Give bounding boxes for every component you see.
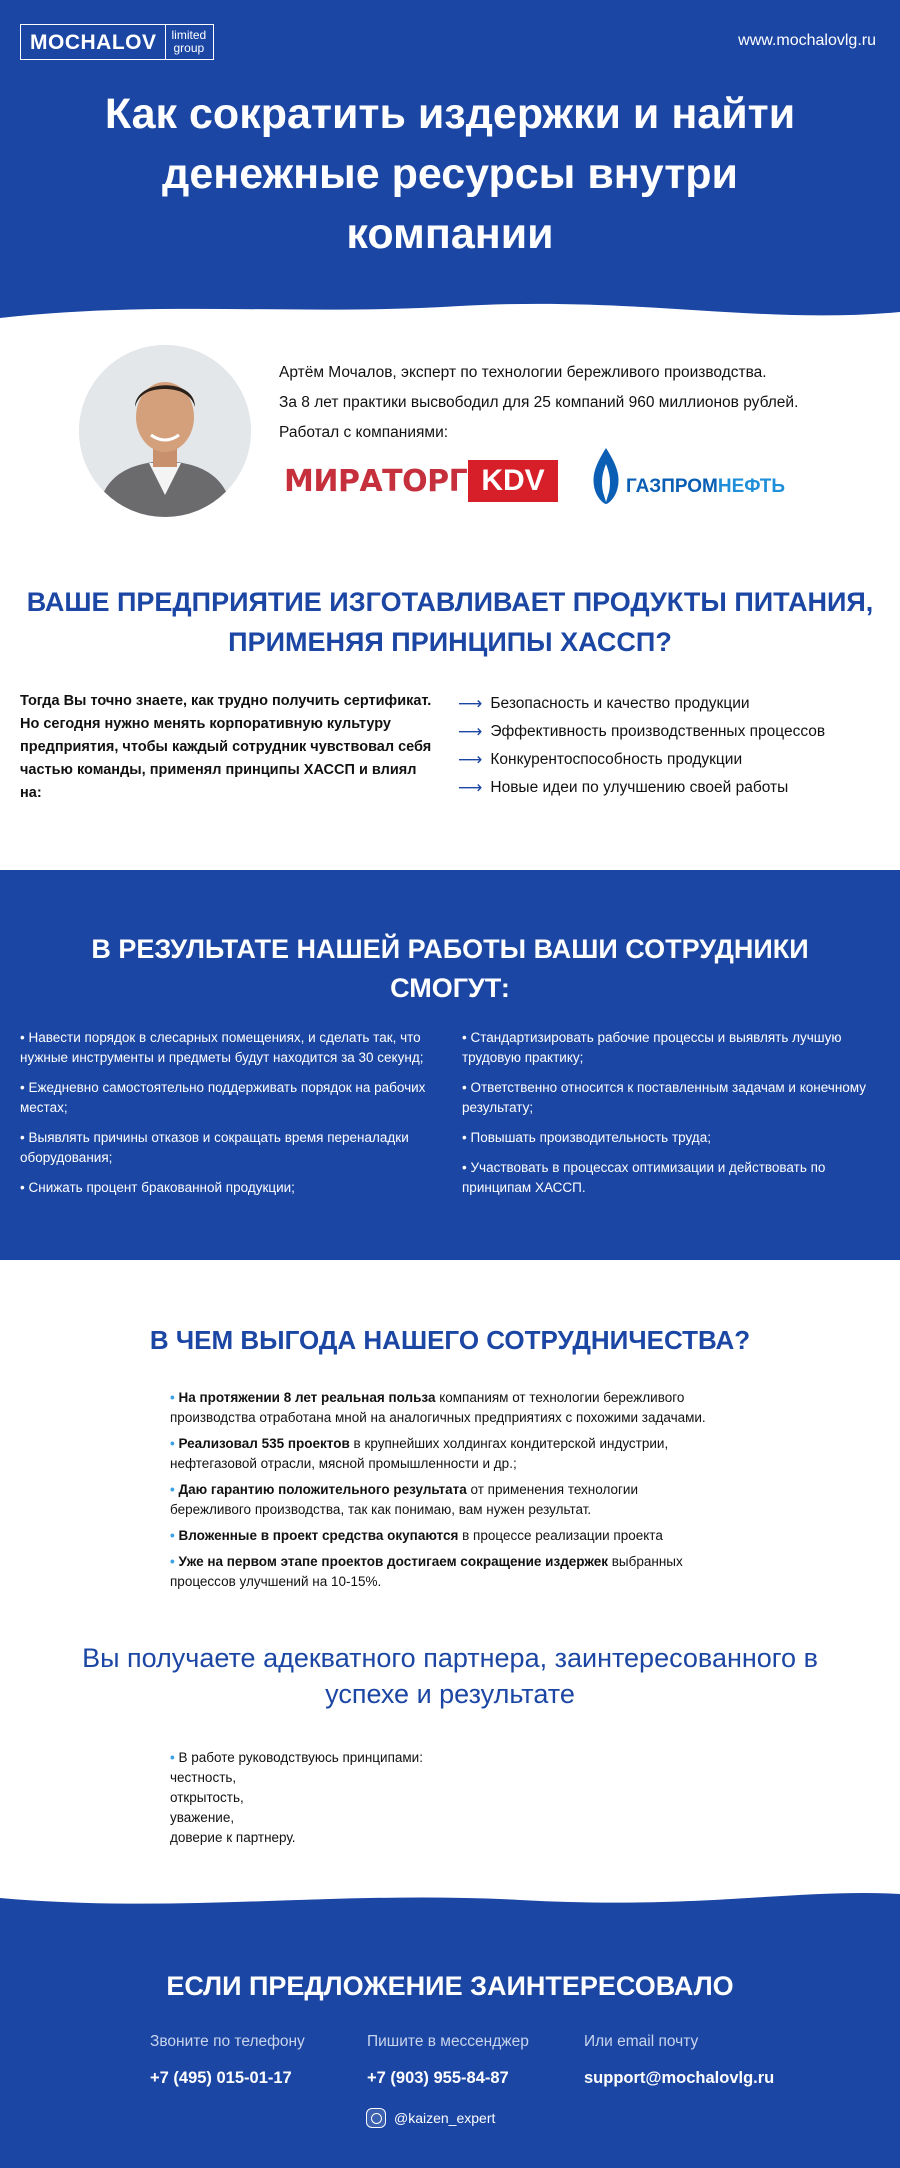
expert-line-2: За 8 лет практики высвободил для 25 компаний 960 миллионов рублей. bbox=[279, 394, 799, 411]
email-contact bbox=[584, 2033, 784, 2088]
haccp-item-1: Безопасность и качество продукции bbox=[490, 695, 750, 712]
list-item: • Снижать процент бракованной продукции; bbox=[20, 1178, 440, 1198]
benefit-item-bold: Вложенные в проект средства окупаются bbox=[178, 1528, 459, 1543]
gazpromneft-logo bbox=[586, 446, 786, 506]
benefit-item-text: выбранных процессов улучшений на 10-15%. bbox=[170, 1554, 683, 1589]
contact-footer bbox=[0, 1880, 900, 2168]
list-item bbox=[170, 1388, 710, 1428]
instagram-icon bbox=[366, 2108, 386, 2128]
bullet-icon: • bbox=[170, 1482, 179, 1497]
arrow-right-icon: ⟶ bbox=[458, 694, 483, 713]
benefit-list bbox=[170, 1388, 710, 1598]
results-left-list bbox=[20, 1028, 440, 1208]
expert-bio bbox=[279, 358, 839, 448]
list-item bbox=[458, 718, 878, 746]
expert-avatar bbox=[79, 345, 251, 517]
benefit-item-bold: Даю гарантию положительного результата bbox=[178, 1482, 467, 1497]
bullet-icon: • bbox=[170, 1528, 179, 1543]
kdv-logo: KDV bbox=[468, 460, 558, 502]
gazpromneft-text bbox=[626, 476, 785, 498]
arrow-right-icon: ⟶ bbox=[458, 750, 483, 769]
haccp-impact-list bbox=[458, 690, 878, 802]
benefit-item-text: компаниям от технологии бережливого производства отработана мной на аналогичных предприятиях с похожими задачами. bbox=[170, 1390, 706, 1425]
haccp-item-2: Эффективность производственных процессов bbox=[490, 723, 826, 740]
list-item: • Стандартизировать рабочие процессы и выявлять лучшую трудовую практику; bbox=[462, 1028, 882, 1068]
list-item bbox=[458, 690, 878, 718]
benefit-item-bold: На протяжении 8 лет реальная польза bbox=[178, 1390, 436, 1405]
instagram-handle: @kaizen_expert bbox=[394, 2110, 496, 2126]
list-item: • Выявлять причины отказов и сокращать время переналадки оборудования; bbox=[20, 1128, 440, 1168]
haccp-intro-text: Тогда Вы точно знаете, как трудно получить сертификат. Но сегодня нужно менять корпоративную культуру предприятия, чтобы каждый сотрудник чувствовал себя частью команды, применял принципы ХАССП и влиял на: bbox=[20, 693, 432, 801]
email-label: Или email почту bbox=[584, 2033, 699, 2050]
messenger-label: Пишите в мессенджер bbox=[367, 2033, 529, 2050]
haccp-item-3: Конкурентоспособность продукции bbox=[490, 751, 743, 768]
logo-sub-line2: group bbox=[173, 41, 205, 55]
list-item bbox=[170, 1552, 710, 1592]
bullet-icon: • bbox=[170, 1750, 179, 1765]
haccp-heading: ВАШЕ ПРЕДПРИЯТИЕ ИЗГОТАВЛИВАЕТ ПРОДУКТЫ ПИТАНИЯ, ПРИМЕНЯЯ ПРИНЦИПЫ ХАССП? bbox=[26, 587, 874, 657]
arrow-right-icon: ⟶ bbox=[458, 722, 483, 741]
phone-contact bbox=[150, 2033, 350, 2088]
phone-link[interactable]: +7 (495) 015-01-17 bbox=[150, 2069, 292, 2087]
expert-line-1: Артём Мочалов, эксперт по технологии бережливого производства. bbox=[279, 364, 767, 381]
list-item bbox=[170, 1480, 710, 1520]
principles-intro bbox=[170, 1748, 570, 1768]
logo-sub-text bbox=[166, 25, 214, 59]
bullet-icon: • bbox=[170, 1436, 179, 1451]
expert-line-3: Работал с компаниями: bbox=[279, 424, 449, 441]
messenger-contact bbox=[367, 2033, 567, 2088]
hero-section bbox=[0, 0, 900, 330]
instagram-link[interactable] bbox=[366, 2108, 495, 2128]
principle-item: открытость, bbox=[170, 1790, 244, 1805]
site-url-link[interactable]: www.mochalovlg.ru bbox=[738, 32, 876, 49]
results-heading: В РЕЗУЛЬТАТЕ НАШЕЙ РАБОТЫ ВАШИ СОТРУДНИКИ СМОГУТ: bbox=[91, 934, 809, 1003]
phone-label: Звоните по телефону bbox=[150, 2033, 305, 2050]
footer-heading: ЕСЛИ ПРЕДЛОЖЕНИЕ ЗАИНТЕРЕСОВАЛО bbox=[166, 1971, 734, 2001]
company-logo[interactable] bbox=[20, 24, 214, 60]
results-section bbox=[0, 870, 900, 1260]
bullet-icon: • bbox=[170, 1554, 179, 1569]
list-item: • Ответственно относится к поставленным задачам и конечному результату; bbox=[462, 1078, 882, 1118]
logo-sub-line1: limited bbox=[171, 28, 207, 42]
gazprom-word: ГАЗПРОМ bbox=[626, 476, 718, 497]
client-logos bbox=[284, 442, 784, 512]
expert-photo bbox=[79, 345, 251, 517]
arrow-right-icon: ⟶ bbox=[458, 778, 483, 797]
benefit-heading: В ЧЕМ ВЫГОДА НАШЕГО СОТРУДНИЧЕСТВА? bbox=[149, 1325, 751, 1355]
principles-block bbox=[170, 1748, 570, 1848]
results-right-list bbox=[462, 1028, 882, 1208]
flame-icon bbox=[586, 446, 626, 506]
list-item bbox=[170, 1526, 710, 1546]
list-item bbox=[458, 774, 878, 802]
neft-word: НЕФТЬ bbox=[717, 476, 786, 497]
benefit-item-bold: Уже на первом этапе проектов достигаем сокращение издержек bbox=[178, 1554, 608, 1569]
email-link[interactable]: support@mochalovlg.ru bbox=[584, 2069, 775, 2087]
haccp-item-4: Новые идеи по улучшению своей работы bbox=[490, 779, 789, 796]
benefit-item-text: от применения технологии бережливого производства, так как понимаю, вам нужен результат. bbox=[170, 1482, 639, 1517]
miratorg-logo: МИРАТОРГ bbox=[284, 464, 468, 499]
list-item: • Ежедневно самостоятельно поддерживать порядок на рабочих местах; bbox=[20, 1078, 440, 1118]
list-item bbox=[458, 746, 878, 774]
benefit-item-text: в процессе реализации проекта bbox=[458, 1528, 663, 1543]
list-item: • Повышать производительность труда; bbox=[462, 1128, 882, 1148]
logo-main-text: MOCHALOV bbox=[21, 25, 166, 59]
bullet-icon: • bbox=[170, 1390, 179, 1405]
principle-item: уважение, bbox=[170, 1810, 235, 1825]
benefit-item-text: в крупнейших холдингах кондитерской индустрии, нефтегазовой отрасли, мясной промышленности и др.; bbox=[170, 1436, 669, 1471]
partner-statement: Вы получаете адекватного партнера, заинтересованного в успехе и результате bbox=[82, 1643, 818, 1709]
list-item: • Навести порядок в слесарных помещениях, и сделать так, что нужные инструменты и предметы будут находится за 30 секунд; bbox=[20, 1028, 440, 1068]
principles-intro-text: В работе руководствуюсь принципами: bbox=[178, 1750, 423, 1765]
messenger-link[interactable]: +7 (903) 955-84-87 bbox=[367, 2069, 509, 2087]
benefit-item-bold: Реализовал 535 проектов bbox=[178, 1436, 350, 1451]
page-title: Как сократить издержки и найти денежные ресурсы внутри компании bbox=[104, 90, 796, 258]
list-item bbox=[170, 1434, 710, 1474]
principle-item: честность, bbox=[170, 1770, 237, 1785]
list-item: • Участвовать в процессах оптимизации и действовать по принципам ХАССП. bbox=[462, 1158, 882, 1198]
principle-item: доверие к партнеру. bbox=[170, 1830, 296, 1845]
